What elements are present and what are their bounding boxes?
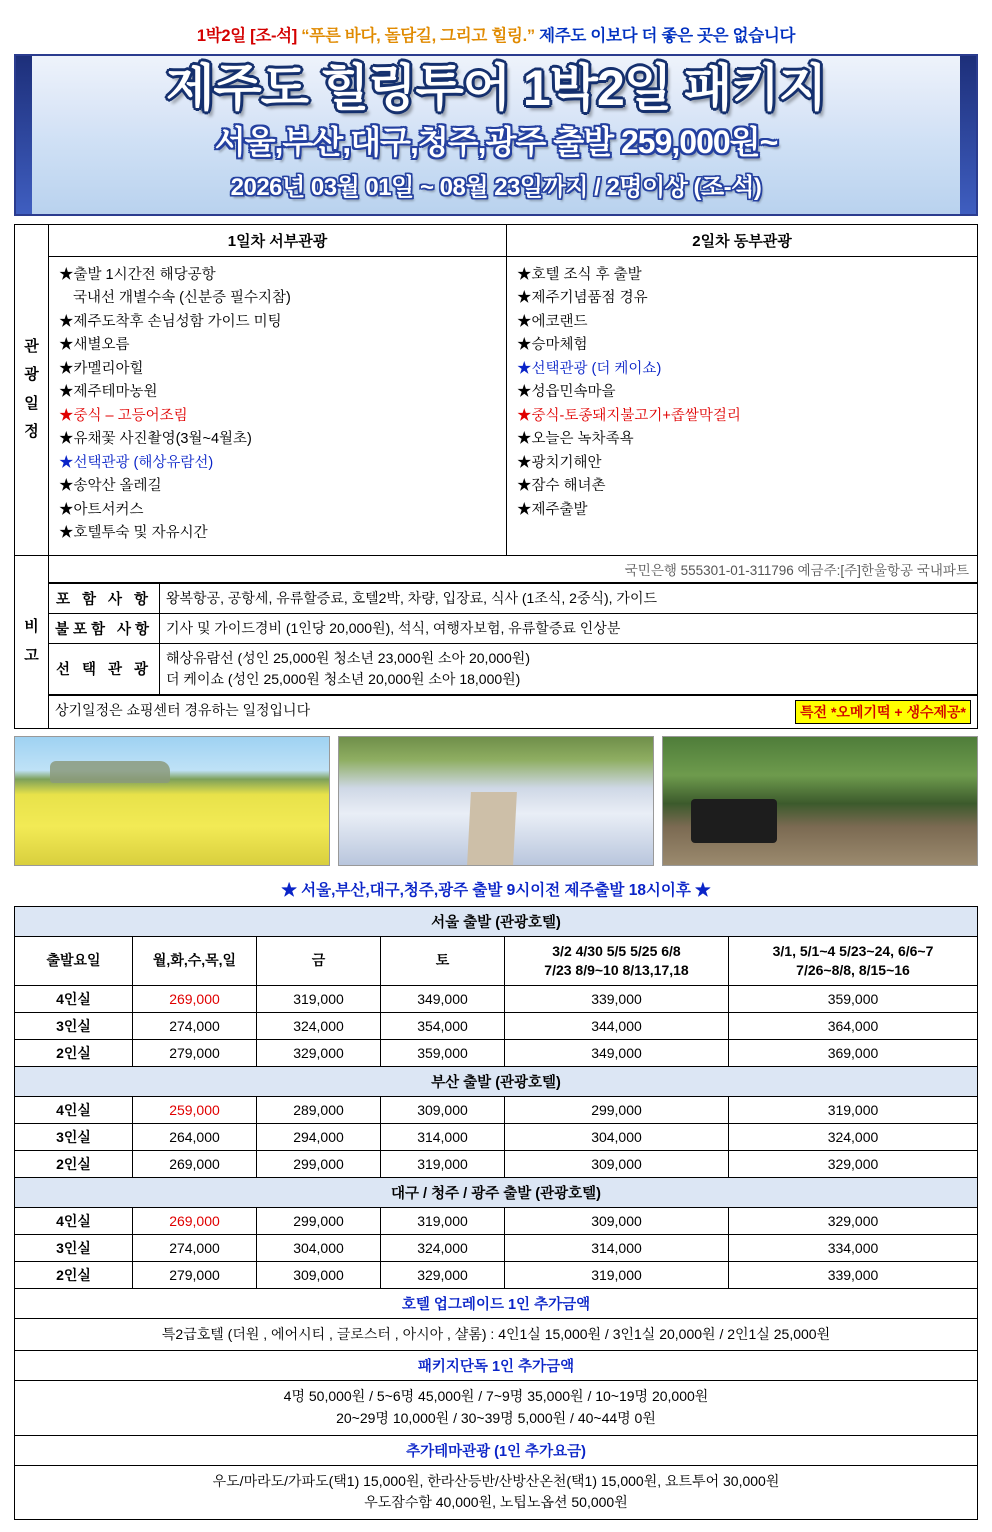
price-cell: 319,000 [257,985,381,1012]
price-row [15,1039,978,1066]
room-type-cell: 3인실 [15,1234,133,1261]
photo-strip [14,736,978,866]
shopping-note-cell [49,695,978,728]
departure-time-note: ★ 서울,부산,대구,청주,광주 출발 9시이전 제주출발 18시이후 ★ [281,881,711,899]
price-row [15,1234,978,1261]
price-cell: 279,000 [133,1261,257,1288]
price-row [15,1123,978,1150]
price-section-title: 대구 / 청주 / 광주 출발 (관광호텔) [15,1177,978,1207]
room-type-cell: 3인실 [15,1123,133,1150]
itinerary-item: ★호텔 조식 후 출발 [517,267,642,283]
itinerary-item: ★출발 1시간전 해당공항 [59,267,216,283]
price-section-title: 부산 출발 (관광호텔) [15,1066,978,1096]
price-cell: 369,000 [729,1039,978,1066]
itinerary-item: ★아트서커스 [59,501,144,518]
price-cell: 259,000 [133,1096,257,1123]
room-type-cell: 4인실 [15,1207,133,1234]
price-cell: 334,000 [729,1234,978,1261]
itinerary-item: ★송악산 올레길 [59,478,162,495]
price-cell: 269,000 [133,1207,257,1234]
remark-row [49,613,977,643]
price-cell: 309,000 [381,1096,505,1123]
itinerary-item: ★중식-토종돼지불고기+좁쌀막걸리 [517,407,741,424]
price-column-header: 출발요일 [15,936,133,985]
remark-row [49,643,977,694]
price-cell: 309,000 [505,1150,729,1177]
day1-header: 1일차 서부관광 [49,225,507,257]
price-cell: 319,000 [381,1150,505,1177]
price-cell: 269,000 [133,985,257,1012]
price-cell: 324,000 [381,1234,505,1261]
extra-section-text: 우도/마라도/가파도(택1) 15,000원, 한라산등반/산방산온천(택1) 15,000원, 요트투어 30,000원 우도잠수함 40,000원, 노팁노옵션 50,000원 [15,1465,978,1519]
extra-section-title: 호텔 업그레이드 1인 추가금액 [15,1288,978,1318]
price-row [15,1207,978,1234]
itinerary-item: ★승마체험 [517,337,588,354]
shopping-note-row [15,695,978,728]
price-cell: 304,000 [505,1123,729,1150]
price-cell: 299,000 [257,1207,381,1234]
banner-title: 제주도 힐링투어 1박2일 패키지 [166,60,826,116]
day1-list-cell [49,257,507,556]
price-cell: 324,000 [729,1123,978,1150]
price-section-header [15,1177,978,1207]
price-cell: 359,000 [381,1039,505,1066]
hydrangea-path-photo [338,736,654,866]
bank-account-text: 국민은행 555301-01-311796 예금주:[주]한울항공 국내파트 [49,555,978,582]
tagline-right: 제주도 이보다 더 좋은 곳은 없습니다 [539,27,796,45]
price-cell: 319,000 [505,1261,729,1288]
itinerary-item: ★제주출발 [517,501,588,518]
price-cell: 309,000 [505,1207,729,1234]
price-cell: 349,000 [505,1039,729,1066]
price-cell: 299,000 [257,1150,381,1177]
remark-value: 해상유람선 (성인 25,000원 청소년 23,000원 소아 20,000원) 더 케이쇼 (성인 25,000원 청소년 20,000원 소아 18,000원) [160,643,978,694]
remark-label: 포 함 사 항 [49,583,160,613]
price-column-header: 금 [257,936,381,985]
day1-list [59,264,496,546]
price-cell: 354,000 [381,1012,505,1039]
remarks-inner-table [49,583,977,695]
itinerary-item: ★제주테마농원 [59,384,158,401]
price-cell: 314,000 [381,1123,505,1150]
price-row [15,1096,978,1123]
room-type-cell: 4인실 [15,1096,133,1123]
remark-value: 기사 및 가이드경비 (1인당 20,000원), 석식, 여행자보험, 유류할증료 인상분 [160,613,978,643]
hero-banner [14,54,978,216]
price-cell: 264,000 [133,1123,257,1150]
extra-section-text: 특2급호텔 (더원 , 에어시티 , 글로스터 , 아시아 , 샬롬) : 4인1실 15,000원 / 3인1실 20,000원 / 2인1실 25,000원 [15,1318,978,1351]
price-cell: 294,000 [257,1123,381,1150]
price-cell: 364,000 [729,1012,978,1039]
remark-label: 불포함 사항 [49,613,160,643]
price-cell: 274,000 [133,1012,257,1039]
remark-row-include [15,582,978,695]
itinerary-item: ★광치기해안 [517,454,602,471]
extra-section-header [15,1351,978,1381]
price-cell: 349,000 [381,985,505,1012]
itinerary-side-label: 관 광 일 정 [15,225,49,556]
special-gift-badge: 특전 *오메기떡 + 생수제공* [795,700,971,724]
banner-subtitle-price: 서울,부산,대구,청주,광주 출발 259,000원~ [214,123,778,160]
itinerary-item: ★새별오름 [59,337,130,354]
price-cell: 324,000 [257,1012,381,1039]
extra-section-header [15,1288,978,1318]
itinerary-item: ★에코랜드 [517,313,588,330]
price-cell: 269,000 [133,1150,257,1177]
bank-row [15,555,978,582]
price-row [15,1150,978,1177]
price-cell: 314,000 [505,1234,729,1261]
remark-value: 왕복항공, 공항세, 유류할증료, 호텔2박, 차량, 입장료, 식사 (1조식, 2중식), 가이드 [160,583,978,613]
itinerary-table [14,224,978,729]
room-type-cell: 2인실 [15,1039,133,1066]
itinerary-body-row [15,257,978,556]
shopping-note-text: 상기일정은 쇼핑센터 경유하는 일정입니다 [55,701,311,718]
extra-section-text: 4명 50,000원 / 5~6명 45,000원 / 7~9명 35,000원 / 10~19명 20,000원 20~29명 10,000원 / 30~39명 5,000원 / 40~44명 0원 [15,1381,978,1435]
itinerary-item: 국내선 개별수속 (신분증 필수지참) [73,290,291,307]
day2-list-cell [507,257,978,556]
tagline-quote: “푸른 바다, 돌담길, 그리고 힐링.” [301,27,535,45]
itinerary-item: ★중식 – 고등어조림 [59,407,188,424]
itinerary-header-row [15,225,978,257]
price-cell: 299,000 [505,1096,729,1123]
remark-row [49,583,977,613]
price-row [15,1261,978,1288]
price-section-header [15,1066,978,1096]
price-table [14,906,978,1520]
tagline [14,10,978,54]
extra-section-body [15,1381,978,1435]
itinerary-item: ★제주기념품점 경유 [517,290,648,307]
extra-section-title: 패키지단독 1인 추가금액 [15,1351,978,1381]
banner-subtitle-dates: 2026년 03월 01일 ~ 08월 23일까지 / 2명이상 (조-석) [230,173,762,201]
tagline-left: 1박2일 [조-석] [196,27,297,45]
price-cell: 359,000 [729,985,978,1012]
price-cell: 279,000 [133,1039,257,1066]
itinerary-item: ★카멜리아힐 [59,360,144,377]
canola-field-photo [14,736,330,866]
price-cell: 319,000 [729,1096,978,1123]
price-column-header: 3/1, 5/1~4 5/23~24, 6/6~7 7/26~8/8, 8/15~16 [729,936,978,985]
itinerary-item: ★선택관광 (더 케이쇼) [517,360,662,377]
extra-section-body [15,1465,978,1519]
price-section-title: 서울 출발 (관광호텔) [15,906,978,936]
extra-section-body [15,1318,978,1351]
price-cell: 274,000 [133,1234,257,1261]
price-cell: 339,000 [505,985,729,1012]
itinerary-item: ★제주도착후 손님성함 가이드 미팅 [59,313,282,330]
price-cell: 289,000 [257,1096,381,1123]
price-cell: 329,000 [381,1261,505,1288]
price-row [15,985,978,1012]
day2-header: 2일차 동부관광 [507,225,978,257]
price-cell: 329,000 [257,1039,381,1066]
room-type-cell: 2인실 [15,1261,133,1288]
itinerary-item: ★유채꽃 사진촬영(3월~4월초) [59,431,252,448]
price-column-header: 월,화,수,목,일 [133,936,257,985]
price-cell: 339,000 [729,1261,978,1288]
room-type-cell: 2인실 [15,1150,133,1177]
price-cell: 329,000 [729,1207,978,1234]
room-type-cell: 3인실 [15,1012,133,1039]
room-type-cell: 4인실 [15,985,133,1012]
price-cell: 304,000 [257,1234,381,1261]
itinerary-item: ★호텔투숙 및 자유시간 [59,525,208,542]
ecoland-train-photo [662,736,978,866]
price-row [15,1012,978,1039]
price-cell: 319,000 [381,1207,505,1234]
itinerary-item: ★성읍민속마을 [517,384,616,401]
price-column-header: 3/2 4/30 5/5 5/25 6/8 7/23 8/9~10 8/13,17,18 [505,936,729,985]
remark-label: 선 택 관 광 [49,643,160,694]
itinerary-item: ★선택관광 (해상유람선) [59,454,214,471]
price-cell: 309,000 [257,1261,381,1288]
price-cell: 329,000 [729,1150,978,1177]
remarks-side-label: 비 고 [15,555,49,728]
day2-list [517,264,967,522]
price-cell: 344,000 [505,1012,729,1039]
itinerary-item: ★오늘은 녹차족욕 [517,431,634,448]
price-section-header [15,906,978,936]
price-column-header: 토 [381,936,505,985]
price-column-header-row [15,936,978,985]
itinerary-item: ★잠수 해녀촌 [517,478,606,495]
extra-section-header [15,1435,978,1465]
extra-section-title: 추가테마관광 (1인 추가요금) [15,1435,978,1465]
